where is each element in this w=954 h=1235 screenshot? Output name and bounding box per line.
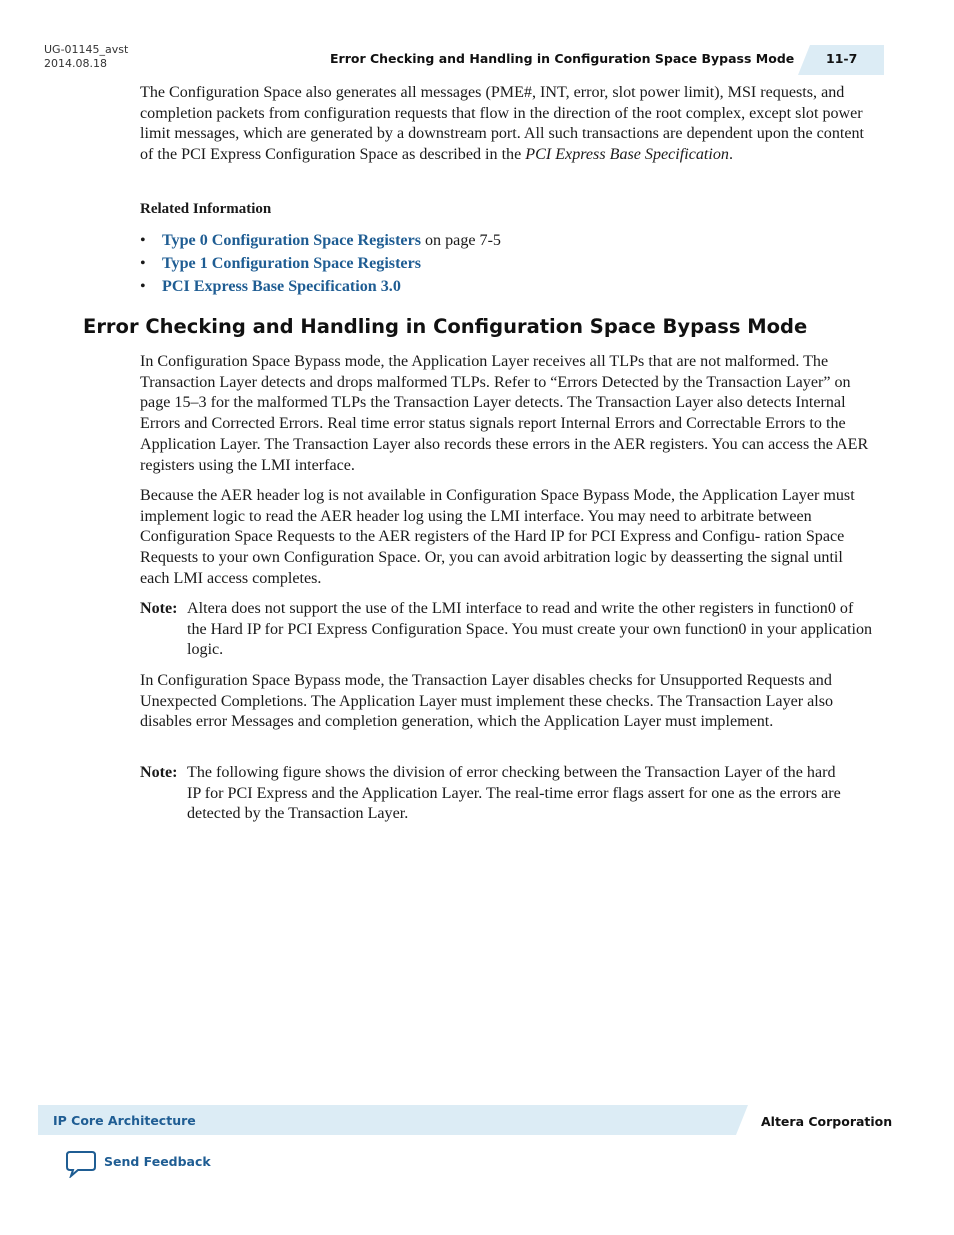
link-type1-config-registers[interactable]: Type 1 Configuration Space Registers xyxy=(162,255,421,272)
intro-end: . xyxy=(728,146,733,164)
section-heading: Error Checking and Handling in Configuration Space Bypass Mode xyxy=(83,315,808,338)
list-item xyxy=(140,275,501,298)
note-1 xyxy=(140,599,875,661)
bullet-icon: • xyxy=(140,278,146,295)
note-label: Note: xyxy=(140,764,178,781)
list-item xyxy=(140,229,501,252)
doc-id: UG-01145_avst xyxy=(44,43,129,56)
note-2 xyxy=(140,763,875,825)
note-label: Note: xyxy=(140,600,178,617)
section-paragraph-3: In Configuration Space Bypass mode, the Transaction Layer disables checks for Unsupported Requests and Unexpected Completions. The Application Layer must implement these checks. The Transaction Layer also disables error Messages and completion generation, which the Application Layer must implement. xyxy=(140,672,834,731)
link-pcie-base-spec[interactable]: PCI Express Base Specification 3.0 xyxy=(162,278,401,295)
link-suffix: on page 7-5 xyxy=(420,232,501,249)
footer-company: Altera Corporation xyxy=(761,1114,893,1129)
related-information-list xyxy=(140,229,501,298)
bullet-icon: • xyxy=(140,232,146,249)
list-item xyxy=(140,252,501,275)
page-number-tab xyxy=(798,45,884,75)
section-paragraph-2: Because the AER header log is not available in Configuration Space Bypass Mode, the Application Layer must implement logic to read the AER header log using the LMI interface. You may need to arbitrate between Configuration Space Requests to the AER registers of the Hard IP for PCI Express and Configu- ration Space Requests to your own Configuration Space. Or, you can avoid arbitration logic by deasserting the signal until each LMI access completes. xyxy=(140,487,855,587)
send-feedback-label: Send Feedback xyxy=(104,1154,211,1169)
note-text: Altera does not support the use of the LMI interface to read and write the other registers in function0 of the Hard IP for PCI Express Configuration Space. You must create your own function0 in your application logic. xyxy=(187,600,873,659)
page-number: 11-7 xyxy=(826,51,858,66)
footer-chapter-link[interactable]: IP Core Architecture xyxy=(53,1113,196,1128)
related-information-heading: Related Information xyxy=(140,201,272,217)
bullet-icon: • xyxy=(140,255,146,272)
spec-title-italic: PCI Express Base Specification xyxy=(525,146,729,164)
doc-id-block xyxy=(44,43,128,71)
intro-paragraph xyxy=(140,83,875,166)
doc-date: 2014.08.18 xyxy=(44,57,107,70)
section-paragraph-1: In Configuration Space Bypass mode, the Application Layer receives all TLPs that are not malformed. The Transaction Layer detects and drops malformed TLPs. Refer to “Errors Detected by the Transaction Layer” on page 15–3 for the malformed TLPs the Transaction Layer detects. The Transaction Layer also detects Internal Errors and Corrected Errors. Real time error status signals report Internal Errors and Correctable Errors to the Application Layer. The Transaction Layer also records these errors in the AER registers. You can access the AER registers using the LMI interface. xyxy=(140,353,869,474)
link-type0-config-registers[interactable]: Type 0 Configuration Space Registers xyxy=(162,232,421,249)
intro-text: The Configuration Space also generates all messages (PME#, INT, error, slot power limit), MSI requests, and completion packets from configuration requests that flow in the direction of the root complex, except slot power limit messages, which are generated by a downstream port. All such transactions are dependent upon the content of the PCI Express Configuration Space as described in the xyxy=(140,84,864,164)
running-header-title: Error Checking and Handling in Configuration Space Bypass Mode xyxy=(330,51,795,66)
speech-bubble-icon xyxy=(66,1150,98,1178)
note-text: The following figure shows the division of error checking between the Transaction Layer of the hard IP for PCI Express and the Application Layer. The real-time error flags assert for one as the errors are detected by the Transaction Layer. xyxy=(187,764,841,823)
